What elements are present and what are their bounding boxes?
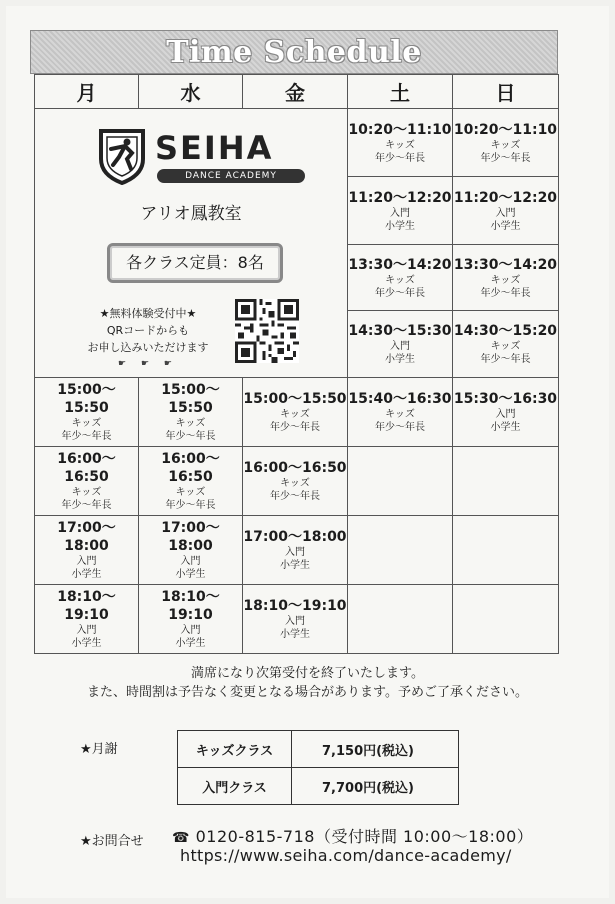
class-slot: 17:00〜18:00 入門 小学生 — [35, 516, 139, 585]
class-slot: 10:20〜11:10 キッズ 年少〜年長 — [453, 109, 559, 177]
class-slot: 15:40〜16:30 キッズ 年少〜年長 — [348, 378, 453, 447]
notice-text — [0, 664, 615, 702]
brand-logo-text: SEIHA — [155, 129, 274, 167]
class-slot: 15:00〜15:50 キッズ 年少〜年長 — [243, 378, 348, 447]
empty-slot — [453, 516, 559, 585]
empty-slot — [348, 516, 453, 585]
class-slot: 14:30〜15:30 入門 小学生 — [348, 311, 453, 378]
class-slot: 16:00〜16:50 キッズ 年少〜年長 — [35, 447, 139, 516]
fee-price: 7,700円(税込) — [292, 768, 459, 805]
phone-number[interactable]: 0120-815-718（受付時間 10:00〜18:00） — [195, 827, 534, 846]
class-slot: 11:20〜12:20 入門 小学生 — [348, 177, 453, 245]
fee-name: 入門クラス — [178, 768, 292, 805]
brand-sub-text: DANCE ACADEMY — [157, 169, 305, 183]
banner-title: Time Schedule — [166, 35, 422, 70]
class-slot: 15:30〜16:30 入門 小学生 — [453, 378, 559, 447]
fee-name: キッズクラス — [178, 731, 292, 768]
pointer-hands: ☛ ☛ ☛ — [118, 359, 178, 369]
class-slot: 16:00〜16:50 キッズ 年少〜年長 — [139, 447, 243, 516]
contact-phone[interactable] — [172, 824, 533, 847]
trial-line-3: お申し込みいただけます — [87, 341, 209, 354]
trial-info — [53, 305, 243, 373]
class-slot: 18:10〜19:10 入門 小学生 — [243, 585, 348, 654]
branch-name: アリオ鳳教室 — [140, 204, 242, 224]
notice-line-1: 満席になり次第受付を終了いたします。 — [191, 666, 424, 681]
class-slot: 15:00〜15:50 キッズ 年少〜年長 — [139, 378, 243, 447]
empty-slot — [348, 447, 453, 516]
empty-slot — [348, 585, 453, 654]
empty-slot — [453, 585, 559, 654]
table-row — [35, 109, 559, 177]
class-slot: 11:20〜12:20 入門 小学生 — [453, 177, 559, 245]
class-slot: 17:00〜18:00 入門 小学生 — [139, 516, 243, 585]
fee-label: ★月謝 — [80, 742, 118, 757]
title-banner — [30, 30, 558, 74]
empty-slot — [453, 447, 559, 516]
table-row — [35, 516, 559, 585]
class-slot: 15:00〜15:50 キッズ 年少〜年長 — [35, 378, 139, 447]
table-row — [178, 731, 459, 768]
day-header-row — [35, 75, 559, 109]
day-wed: 水 — [139, 75, 243, 109]
schedule-table — [34, 74, 559, 654]
dancer-shield-icon — [97, 125, 147, 185]
fee-price: 7,150円(税込) — [292, 731, 459, 768]
class-slot: 16:00〜16:50 キッズ 年少〜年長 — [243, 447, 348, 516]
class-slot: 14:30〜15:20 キッズ 年少〜年長 — [453, 311, 559, 378]
table-row — [35, 447, 559, 516]
day-sun: 日 — [453, 75, 559, 109]
class-slot: 10:20〜11:10 キッズ 年少〜年長 — [348, 109, 453, 177]
day-mon: 月 — [35, 75, 139, 109]
class-slot: 17:00〜18:00 入門 小学生 — [243, 516, 348, 585]
contact-label: ★お問合せ — [80, 834, 144, 849]
table-row — [35, 378, 559, 447]
day-sat: 土 — [348, 75, 453, 109]
class-slot: 18:10〜19:10 入門 小学生 — [139, 585, 243, 654]
capacity-box: 各クラス定員：8名 — [107, 243, 283, 283]
website-link[interactable]: https://www.seiha.com/dance-academy/ — [180, 846, 512, 865]
day-fri: 金 — [243, 75, 348, 109]
notice-line-2: また、時間割は予告なく変更となる場合があります。予めご了承ください。 — [87, 685, 528, 700]
trial-line-1: ★無料体験受付中★ — [99, 307, 197, 320]
studio-info-panel — [35, 109, 348, 378]
phone-icon: ☎ — [172, 830, 190, 846]
class-slot: 18:10〜19:10 入門 小学生 — [35, 585, 139, 654]
table-row — [35, 585, 559, 654]
qr-code-icon[interactable] — [235, 299, 299, 363]
table-row — [178, 768, 459, 805]
class-slot: 13:30〜14:20 キッズ 年少〜年長 — [348, 245, 453, 311]
class-slot: 13:30〜14:20 キッズ 年少〜年長 — [453, 245, 559, 311]
fee-table — [177, 730, 459, 805]
trial-line-2: QRコードからも — [106, 324, 190, 337]
